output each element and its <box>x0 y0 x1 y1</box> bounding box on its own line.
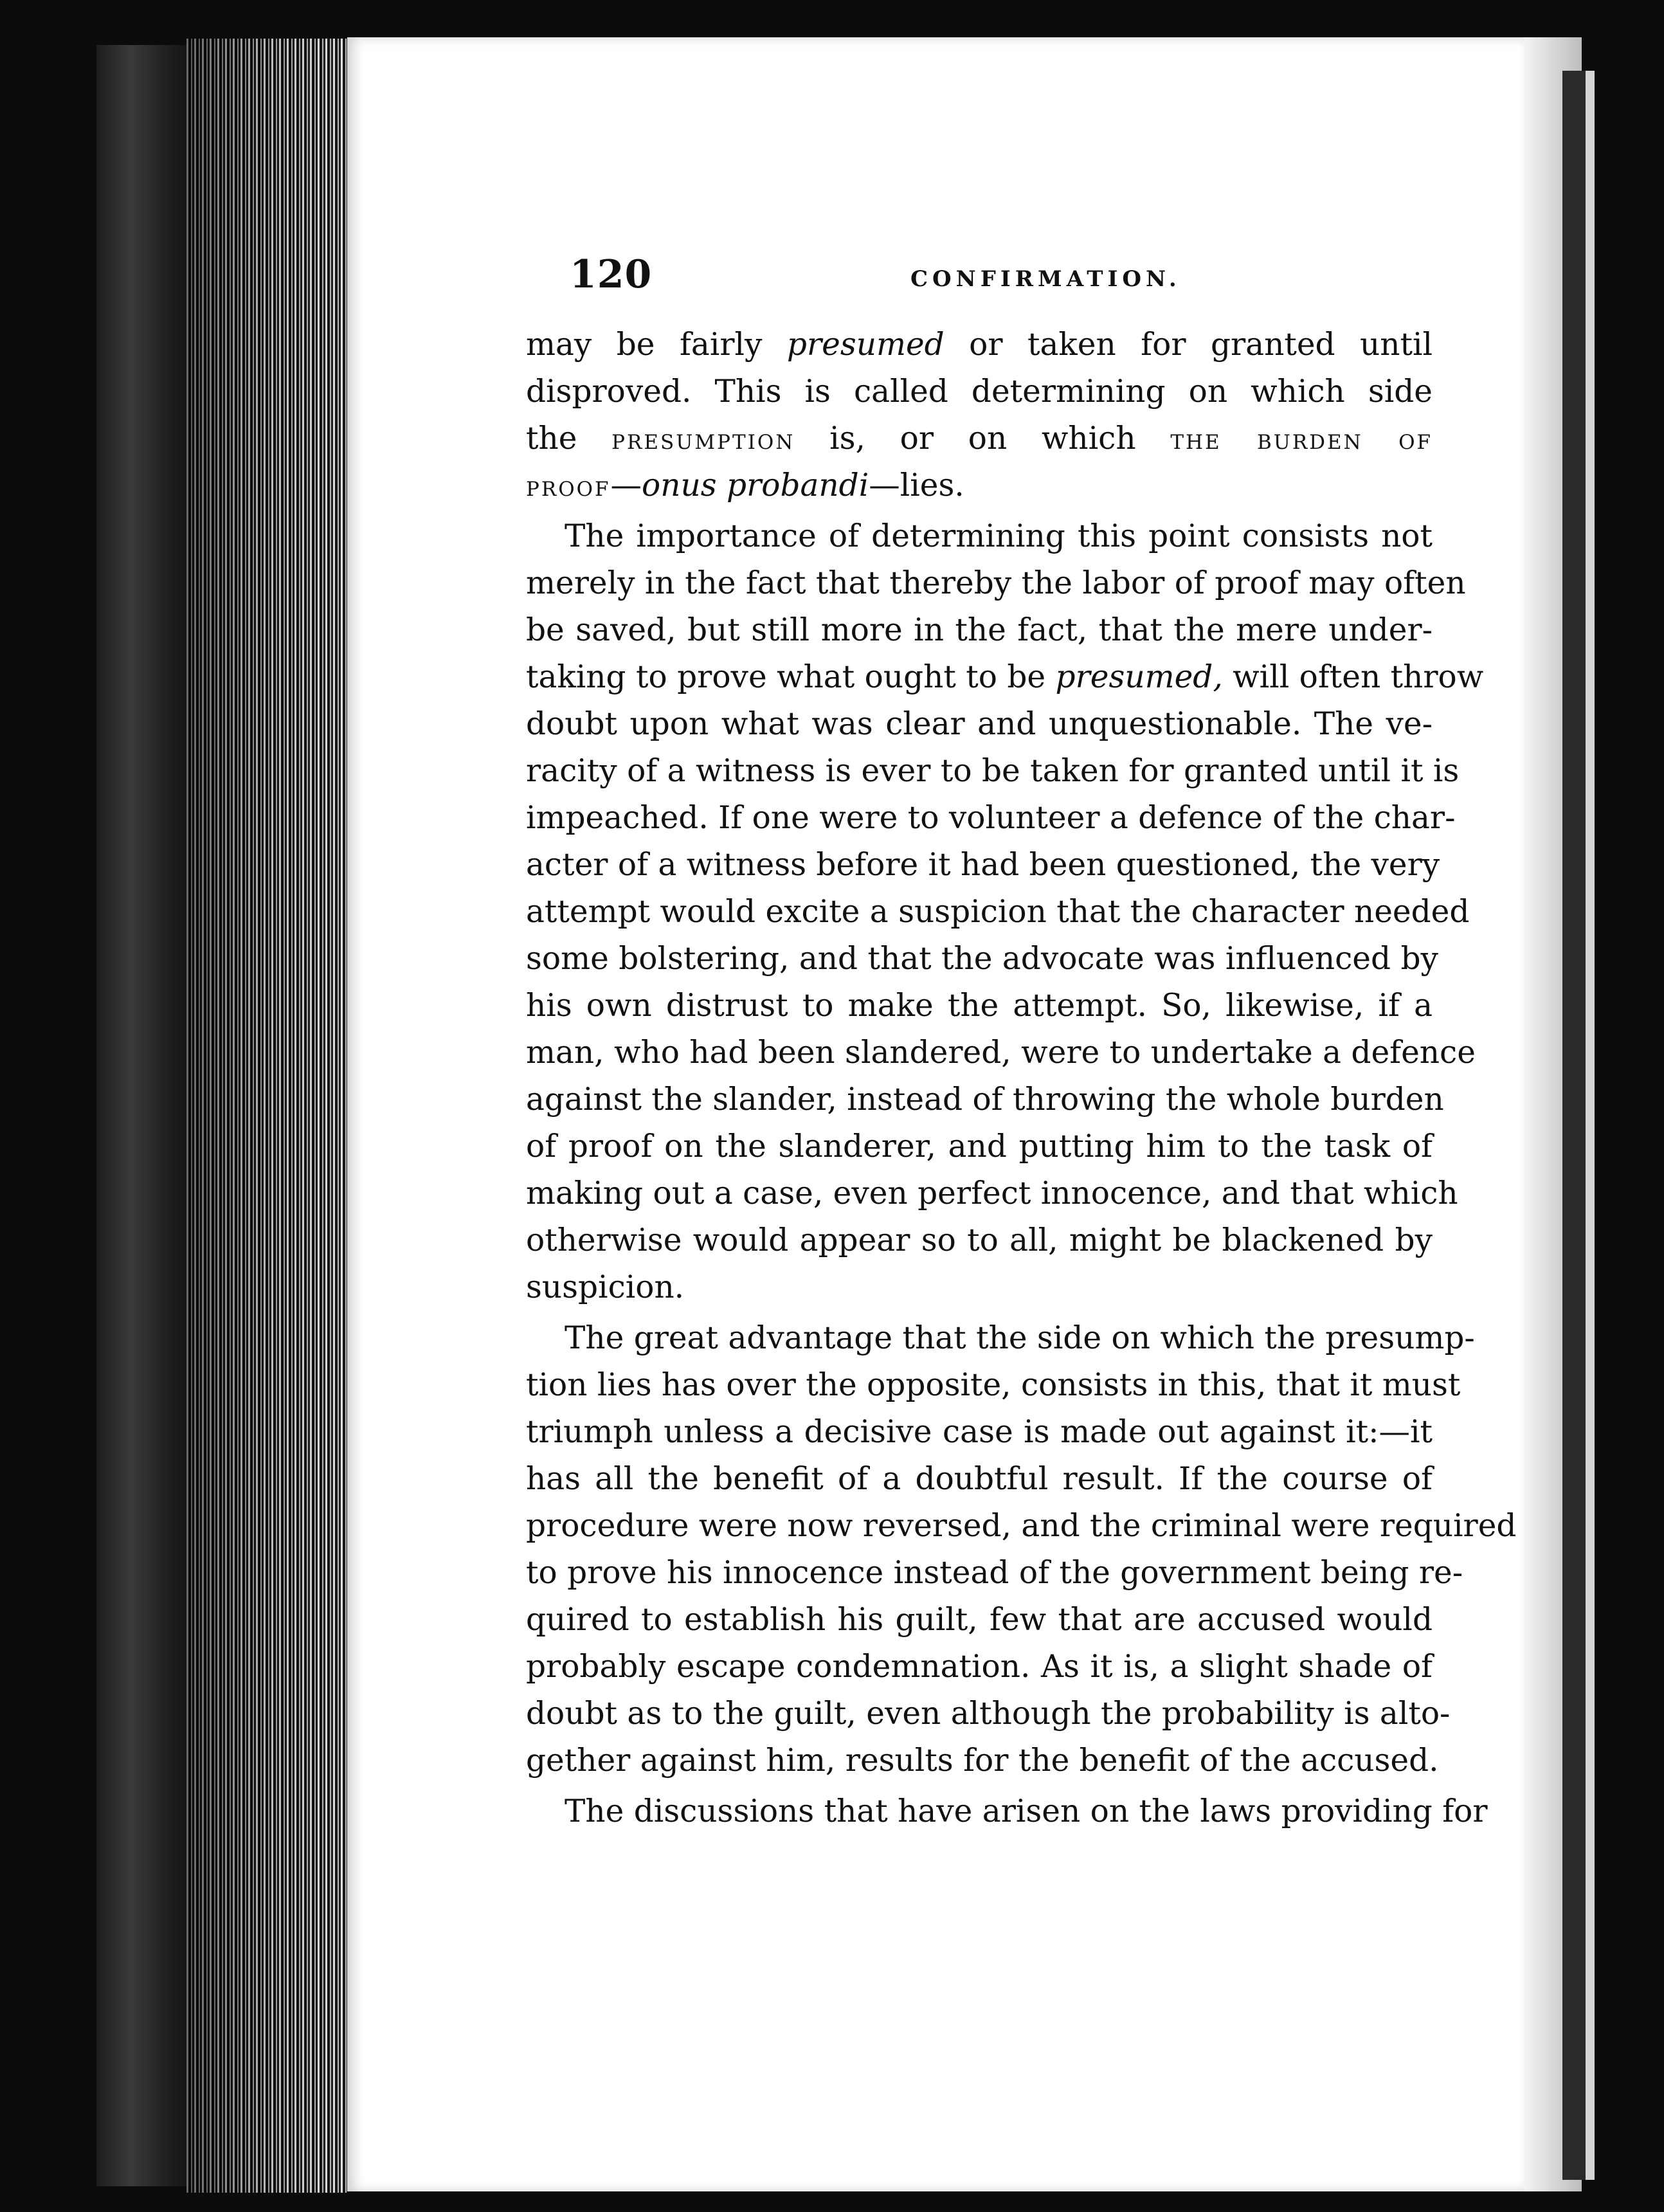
binding-strip <box>1562 71 1586 2180</box>
text-line: The importance of determining this point consists not <box>565 518 1433 554</box>
book-cover-edge <box>96 45 193 2186</box>
text-line: be saved, but still more in the fact, that the mere under- <box>526 612 1433 648</box>
text-line: his own distrust to make the attempt. So, likewise, if a <box>526 988 1433 1024</box>
text-line: against the slander, instead of throwing the whole burden <box>526 1082 1444 1118</box>
text-line: otherwise would appear so to all, might be blackened by <box>526 1222 1433 1258</box>
text-line: the presumption is, or on which the burden of <box>526 421 1433 457</box>
text-line: probably escape condemnation. As it is, a slight shade of <box>526 1649 1433 1685</box>
text-line: procedure were now reversed, and the criminal were required <box>526 1508 1517 1544</box>
text-line: The great advantage that the side on which the presump- <box>565 1320 1475 1356</box>
page-number: 120 <box>570 252 653 297</box>
page-header-title: CONFIRMATION. <box>910 266 1181 292</box>
text-line: doubt as to the guilt, even although the probability is alto- <box>526 1696 1451 1732</box>
text-line: of proof on the slanderer, and putting him to the task of <box>526 1129 1433 1165</box>
text-line: some bolstering, and that the advocate was influenced by <box>526 941 1438 977</box>
text-line: racity of a witness is ever to be taken for granted until it is <box>526 753 1460 789</box>
binding-highlight <box>1586 71 1595 2180</box>
text-line: quired to establish his guilt, few that are accused would <box>526 1602 1433 1638</box>
text-line: attempt would excite a suspicion that the character needed <box>526 894 1470 930</box>
text-line: taking to prove what ought to be presumed, will often throw <box>526 659 1484 695</box>
text-line: merely in the fact that thereby the labor of proof may often <box>526 565 1466 601</box>
text-line: The discussions that have arisen on the laws providing for <box>565 1793 1488 1829</box>
text-line: gether against him, results for the benefit of the accused. <box>526 1743 1439 1779</box>
text-line: tion lies has over the opposite, consists in this, that it must <box>526 1367 1461 1403</box>
text-line: disproved. This is called determining on which side <box>526 374 1433 410</box>
text-line: doubt upon what was clear and unquestionable. The ve- <box>526 706 1433 742</box>
running-head <box>570 252 1181 304</box>
small-caps-term: proof <box>526 470 611 503</box>
text-line: impeached. If one were to volunteer a defence of the char- <box>526 800 1456 836</box>
text-line: may be fairly presumed or taken for granted until <box>526 327 1433 363</box>
small-caps-term: the burden of <box>1170 423 1433 456</box>
page-fore-edge-shade <box>186 39 347 2193</box>
italic-term: onus probandi <box>642 467 869 503</box>
text-line: acter of a witness before it had been questioned, the very <box>526 847 1440 883</box>
text-line: to prove his innocence instead of the government being re- <box>526 1555 1463 1591</box>
text-line: man, who had been slandered, were to undertake a defence <box>526 1035 1476 1071</box>
italic-term: presumed, <box>1055 659 1223 695</box>
text-line: triumph unless a decisive case is made out against it:—it <box>526 1414 1433 1450</box>
text-line: proof—onus probandi—lies. <box>526 467 964 503</box>
body-text <box>526 322 1517 1835</box>
text-line: suspicion. <box>526 1269 685 1305</box>
text-line: has all the benefit of a doubtful result. If the course of <box>526 1461 1433 1497</box>
small-caps-term: presumption <box>611 423 795 456</box>
text-line: making out a case, even perfect innocence, and that which <box>526 1175 1458 1211</box>
italic-term: presumed <box>786 327 945 363</box>
